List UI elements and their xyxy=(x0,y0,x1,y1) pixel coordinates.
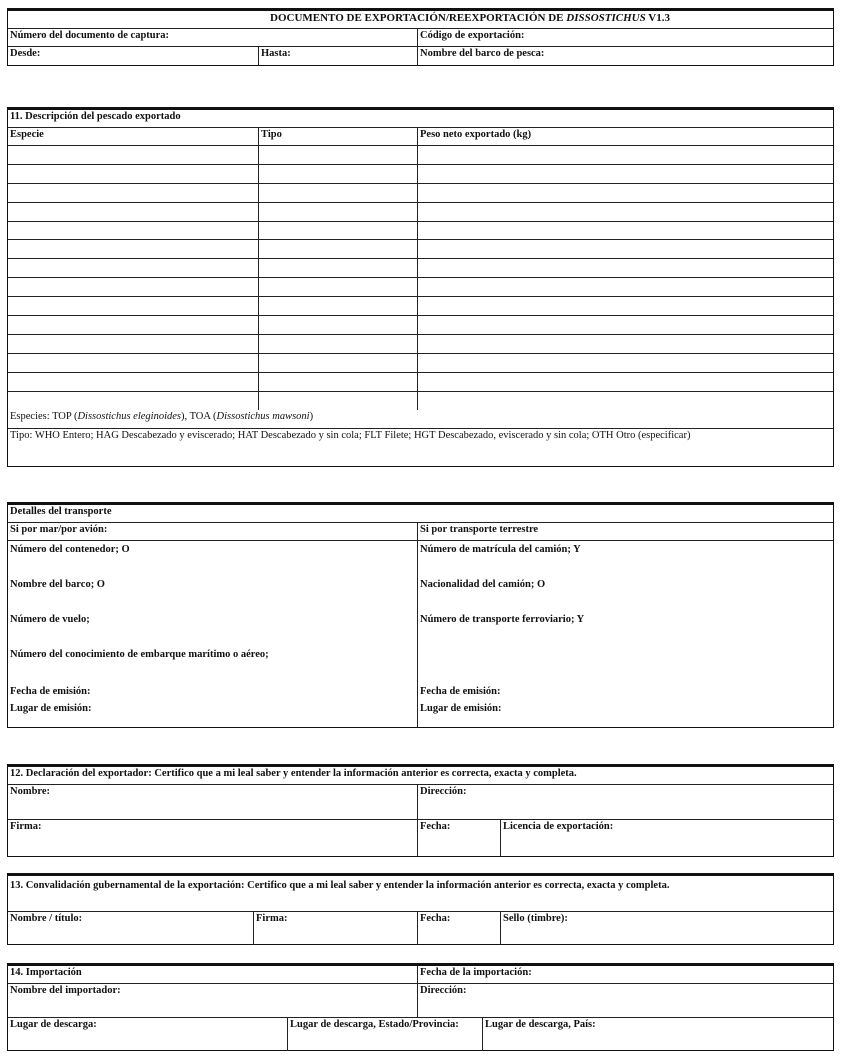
type-note: Tipo: WHO Entero; HAG Descabezado y eviscerado; HAT Descabezado y sin cola; FLT Filete; HGT Descabezado, eviscerado y sin cola; OTH Otro (especificar) xyxy=(10,430,691,442)
table-row xyxy=(8,203,833,222)
type-note-row xyxy=(8,429,833,457)
type-cell[interactable] xyxy=(259,297,418,315)
species-note-row xyxy=(8,410,833,429)
section-12-exporter-declaration xyxy=(7,764,834,857)
table-row xyxy=(8,184,833,203)
bill-of-lading-field[interactable]: Número del conocimiento de embarque marítimo o aéreo; xyxy=(10,649,269,660)
sea-air-issue-date-field[interactable]: Fecha de emisión: xyxy=(10,686,91,697)
net-weight-cell[interactable] xyxy=(418,297,833,315)
from-field[interactable]: Desde: xyxy=(8,47,259,66)
type-cell[interactable] xyxy=(259,278,418,296)
section-14-import xyxy=(7,963,834,1051)
type-cell[interactable] xyxy=(259,203,418,221)
section-13-government-validation xyxy=(7,873,834,945)
land-transport-heading: Si por transporte terrestre xyxy=(420,524,539,535)
species-cell[interactable] xyxy=(8,146,259,164)
header-block xyxy=(7,8,834,66)
table-row xyxy=(8,354,833,373)
type-cell[interactable] xyxy=(259,259,418,277)
exporter-name-field[interactable]: Nombre: xyxy=(8,785,418,819)
official-signature-field[interactable]: Firma: xyxy=(254,912,418,945)
vessel-name-field[interactable]: Nombre del barco; O xyxy=(10,579,105,590)
species-cell[interactable] xyxy=(8,316,259,334)
transport-details-block xyxy=(7,502,834,728)
sea-air-issue-place-field[interactable]: Lugar de emisión: xyxy=(10,703,92,714)
net-weight-cell[interactable] xyxy=(418,392,833,411)
container-number-field[interactable]: Número del contenedor; O xyxy=(10,544,130,555)
flight-number-field[interactable]: Número de vuelo; xyxy=(10,614,90,625)
net-weight-cell[interactable] xyxy=(418,259,833,277)
type-cell[interactable] xyxy=(259,373,418,391)
land-issue-date-field[interactable]: Fecha de emisión: xyxy=(420,686,501,697)
species-cell[interactable] xyxy=(8,222,259,240)
landing-place-field[interactable]: Lugar de descarga: xyxy=(8,1018,288,1051)
type-cell[interactable] xyxy=(259,240,418,258)
table-row xyxy=(8,240,833,259)
type-cell[interactable] xyxy=(259,165,418,183)
official-date-field[interactable]: Fecha: xyxy=(418,912,501,945)
catch-document-number-field[interactable]: Número del documento de captura: xyxy=(8,29,418,46)
landing-state-province-field[interactable]: Lugar de descarga, Estado/Provincia: xyxy=(288,1018,483,1051)
net-weight-cell[interactable] xyxy=(418,335,833,353)
type-cell[interactable] xyxy=(259,222,418,240)
type-cell[interactable] xyxy=(259,184,418,202)
type-cell[interactable] xyxy=(259,392,418,411)
transport-title: Detalles del transporte xyxy=(10,506,112,517)
species-cell[interactable] xyxy=(8,392,259,411)
net-weight-cell[interactable] xyxy=(418,354,833,372)
official-seal-field[interactable]: Sello (timbre): xyxy=(503,913,568,924)
table-row xyxy=(8,146,833,165)
type-cell[interactable] xyxy=(259,146,418,164)
importer-name-field[interactable]: Nombre del importador: xyxy=(8,984,418,1017)
truck-registration-field[interactable]: Número de matrícula del camión; Y xyxy=(420,544,581,555)
net-weight-cell[interactable] xyxy=(418,240,833,258)
table-row xyxy=(8,297,833,316)
net-weight-cell[interactable] xyxy=(418,222,833,240)
section-12-title: 12. Declaración del exportador: Certifico que a mi leal saber y entender la información anterior es correcta, exacta y completa. xyxy=(10,768,577,779)
species-cell[interactable] xyxy=(8,373,259,391)
truck-nationality-field[interactable]: Nacionalidad del camión; O xyxy=(420,579,546,590)
rail-transport-number-field[interactable]: Número de transporte ferroviario; Y xyxy=(420,614,585,625)
table-row xyxy=(8,316,833,335)
document-title: DOCUMENTO DE EXPORTACIÓN/REEXPORTACIÓN DE DISSOSTICHUS V1.3 xyxy=(270,12,670,24)
species-cell[interactable] xyxy=(8,165,259,183)
fish-table-body xyxy=(8,146,833,410)
exporter-signature-field[interactable]: Firma: xyxy=(8,820,418,856)
net-weight-cell[interactable] xyxy=(418,278,833,296)
net-weight-cell[interactable] xyxy=(418,184,833,202)
net-weight-cell[interactable] xyxy=(418,316,833,334)
table-row xyxy=(8,165,833,184)
section-11-title: 11. Descripción del pescado exportado xyxy=(10,111,181,122)
import-date-field[interactable]: Fecha de la importación: xyxy=(420,967,532,978)
table-header-row xyxy=(8,128,833,146)
type-cell[interactable] xyxy=(259,354,418,372)
column-header-net-weight: Peso neto exportado (kg) xyxy=(420,129,532,140)
official-name-title-field[interactable]: Nombre / título: xyxy=(8,912,254,945)
species-cell[interactable] xyxy=(8,297,259,315)
net-weight-cell[interactable] xyxy=(418,203,833,221)
table-row xyxy=(8,392,833,411)
net-weight-cell[interactable] xyxy=(418,146,833,164)
species-cell[interactable] xyxy=(8,240,259,258)
land-issue-place-field[interactable]: Lugar de emisión: xyxy=(420,703,502,714)
type-cell[interactable] xyxy=(259,316,418,334)
table-row xyxy=(8,278,833,297)
to-field[interactable]: Hasta: xyxy=(259,47,418,66)
species-cell[interactable] xyxy=(8,259,259,277)
species-cell[interactable] xyxy=(8,278,259,296)
sea-air-heading: Si por mar/por avión: xyxy=(8,523,418,540)
sea-air-column xyxy=(8,541,418,727)
importer-address-field[interactable]: Dirección: xyxy=(420,985,467,996)
table-row xyxy=(8,335,833,354)
section-11-fish-description xyxy=(7,107,834,467)
species-cell[interactable] xyxy=(8,354,259,372)
land-transport-column xyxy=(418,541,833,727)
net-weight-cell[interactable] xyxy=(418,373,833,391)
table-row xyxy=(8,373,833,392)
column-header-species: Especie xyxy=(8,128,259,145)
section-13-title: 13. Convalidación gubernamental de la exportación: Certifico que a mi leal saber y entender la información anterior es correcta, exacta y completa. xyxy=(10,880,670,891)
species-note: Especies: TOP (Dissostichus eleginoides), TOA (Dissostichus mawsoni) xyxy=(10,411,314,423)
table-row xyxy=(8,222,833,241)
species-cell[interactable] xyxy=(8,184,259,202)
export-license-field[interactable]: Licencia de exportación: xyxy=(503,821,614,832)
type-cell[interactable] xyxy=(259,335,418,353)
fishing-vessel-name-field[interactable]: Nombre del barco de pesca: xyxy=(420,48,545,59)
exporter-address-field[interactable]: Dirección: xyxy=(420,786,467,797)
section-14-title: 14. Importación xyxy=(8,966,418,983)
species-cell[interactable] xyxy=(8,203,259,221)
net-weight-cell[interactable] xyxy=(418,165,833,183)
species-cell[interactable] xyxy=(8,335,259,353)
column-header-type: Tipo xyxy=(259,128,418,145)
export-code-field[interactable]: Código de exportación: xyxy=(420,30,525,41)
table-row xyxy=(8,259,833,278)
exporter-date-field[interactable]: Fecha: xyxy=(418,820,501,856)
landing-country-field[interactable]: Lugar de descarga, País: xyxy=(485,1019,596,1030)
